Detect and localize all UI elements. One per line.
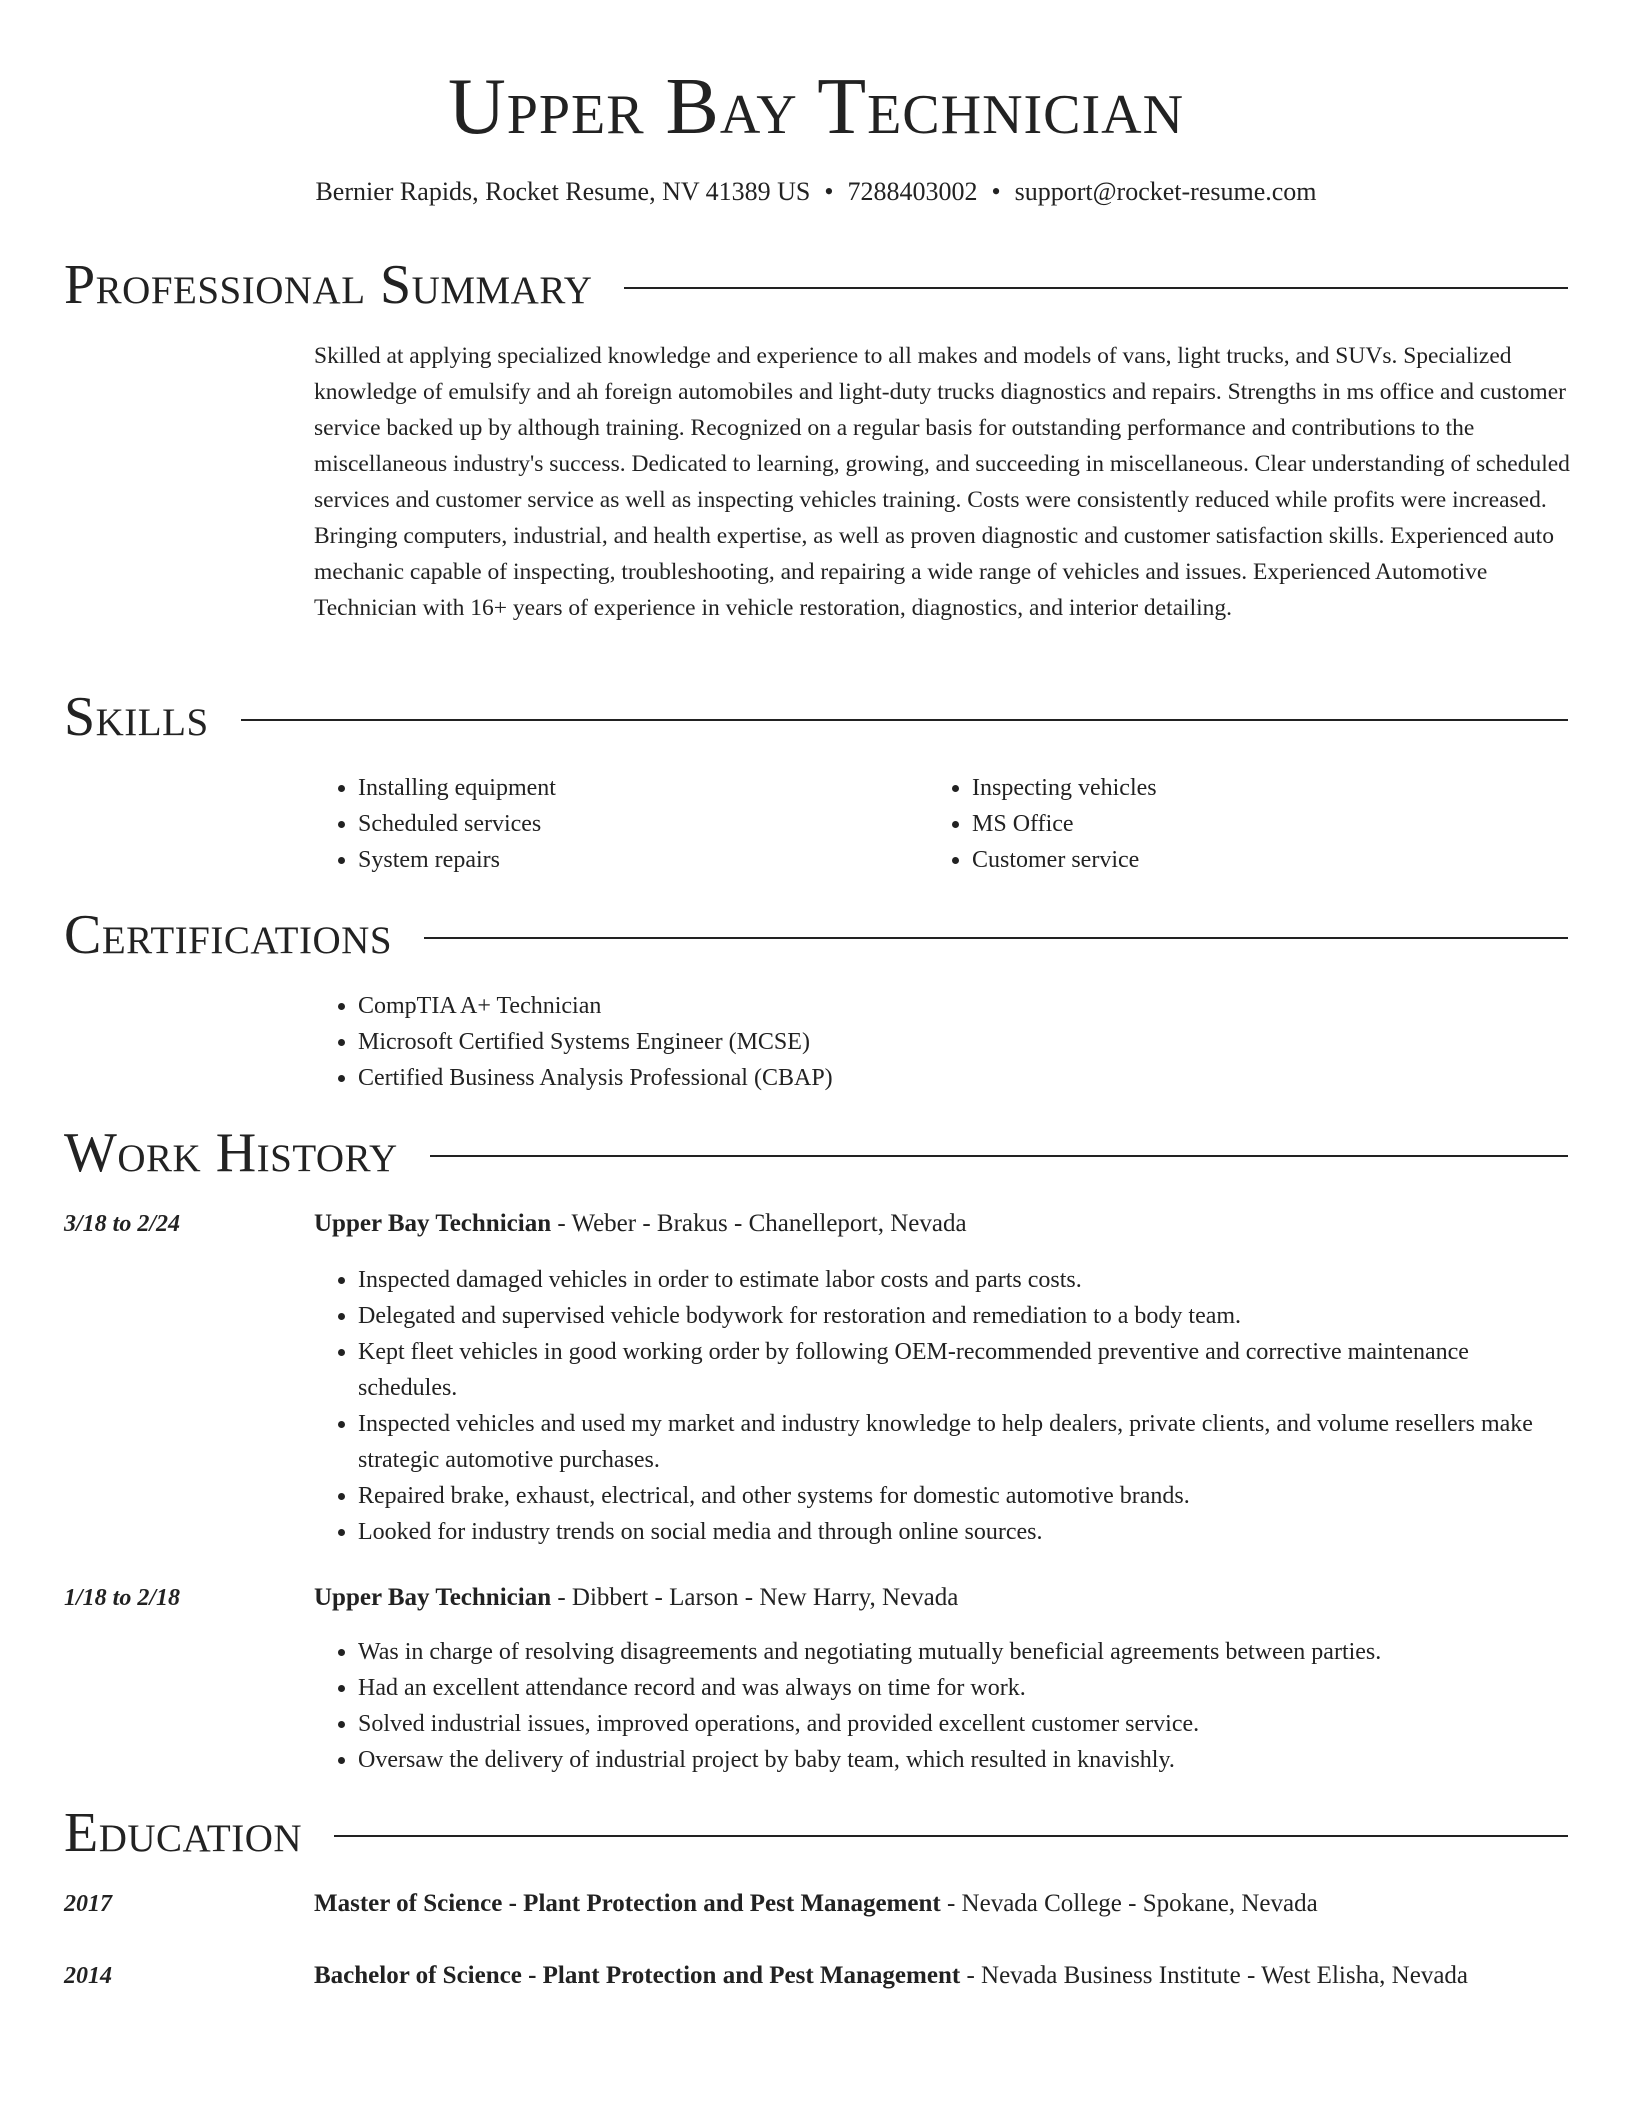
section-divider bbox=[424, 937, 1568, 939]
job-duty: • Was in charge of resolving disagreements and negotiating mutually beneficial agreements between parties. bbox=[358, 1634, 1570, 1670]
education-heading bbox=[64, 1802, 1568, 1864]
job-dates: 1/18 to 2/18 bbox=[64, 1585, 181, 1611]
address: Bernier Rapids, Rocket Resume, NV 41389 US bbox=[315, 177, 811, 206]
job-duty: • Inspected vehicles and used my market and industry knowledge to help dealers, private clients, and volume resellers make strategic automotive purchases. bbox=[358, 1406, 1570, 1478]
degree: Master of Science - Plant Protection and Pest Management bbox=[314, 1890, 941, 1917]
education-entry bbox=[314, 1888, 1318, 1920]
section-title: Skills bbox=[64, 686, 209, 748]
email: support@rocket-resume.com bbox=[1014, 177, 1317, 206]
certifications-list bbox=[314, 988, 1514, 1096]
resume-name: Upper Bay Technician bbox=[447, 63, 1185, 151]
education-year: 2017 bbox=[64, 1891, 112, 1917]
summary-heading bbox=[64, 254, 1568, 316]
job-duty: • Delegated and supervised vehicle bodywork for restoration and remediation to a body team. bbox=[358, 1298, 1570, 1334]
job-duties bbox=[314, 1262, 1570, 1550]
certification-item: • CompTIA A+ Technician bbox=[358, 988, 1514, 1024]
section-title: Work History bbox=[64, 1122, 398, 1184]
section-title: Education bbox=[64, 1802, 303, 1864]
job-duty: • Kept fleet vehicles in good working order by following OEM-recommended preventive and corrective maintenance schedules. bbox=[358, 1334, 1570, 1406]
degree: Bachelor of Science - Plant Protection and Pest Management bbox=[314, 1962, 961, 1989]
job-duty: • Looked for industry trends on social media and through online sources. bbox=[358, 1514, 1570, 1550]
skill-item: • Scheduled services bbox=[358, 806, 914, 842]
skills-column-right bbox=[928, 770, 1528, 878]
skills-heading bbox=[64, 686, 1568, 748]
separator-dot: • bbox=[991, 177, 1001, 206]
job-employer: - Dibbert - Larson - New Harry, Nevada bbox=[551, 1584, 959, 1611]
education-entry bbox=[314, 1960, 1468, 1992]
job-employer: - Weber - Brakus - Chanelleport, Nevada bbox=[551, 1210, 967, 1237]
job-duty: • Oversaw the delivery of industrial project by baby team, which resulted in knavishly. bbox=[358, 1742, 1570, 1778]
summary-text: Skilled at applying specialized knowledge and experience to all makes and models of vans, light trucks, and SUVs. Specialized knowledge of emulsify and ah foreign automobiles and light-duty trucks diagnostics and repairs. Strengths in ms office and customer service backed up by although training. Recognized on a regular basis for outstanding performance and contributions to the miscellaneous industry's success. Dedicated to learning, growing, and succeeding in miscellaneous. Clear understanding of scheduled services and customer service as well as inspecting vehicles training. Costs were consistently reduced while profits were increased. Bringing computers, industrial, and health expertise, as well as proven diagnostic and customer satisfaction skills. Experienced auto mechanic capable of inspecting, troubleshooting, and repairing a wide range of vehicles and issues. Experienced Automotive Technician with 16+ years of experience in vehicle restoration, diagnostics, and interior detailing. bbox=[314, 343, 1570, 621]
section-divider bbox=[334, 1835, 1568, 1837]
job-title: Upper Bay Technician bbox=[314, 1210, 552, 1237]
job-duty: • Repaired brake, exhaust, electrical, and other systems for domestic automotive brands. bbox=[358, 1478, 1570, 1514]
phone: 7288403002 bbox=[847, 177, 978, 206]
certifications-heading bbox=[64, 904, 1568, 966]
skill-item: • Inspecting vehicles bbox=[972, 770, 1528, 806]
school: - Nevada College - Spokane, Nevada bbox=[940, 1890, 1318, 1917]
job-title: Upper Bay Technician bbox=[314, 1584, 552, 1611]
skill-item: • System repairs bbox=[358, 842, 914, 878]
certification-item: • Certified Business Analysis Professional (CBAP) bbox=[358, 1060, 1514, 1096]
section-divider bbox=[430, 1155, 1568, 1157]
section-divider bbox=[241, 719, 1568, 721]
job-duties bbox=[314, 1634, 1570, 1778]
school: - Nevada Business Institute - West Elisha, Nevada bbox=[960, 1962, 1469, 1989]
section-title: Professional Summary bbox=[64, 254, 593, 316]
contact-line bbox=[0, 176, 1632, 208]
job-duty: • Solved industrial issues, improved operations, and provided excellent customer service. bbox=[358, 1706, 1570, 1742]
work-heading bbox=[64, 1122, 1568, 1184]
job-heading bbox=[314, 1208, 967, 1240]
section-divider bbox=[624, 287, 1568, 289]
separator-dot: • bbox=[824, 177, 834, 206]
section-title: Certifications bbox=[64, 904, 393, 966]
education-year: 2014 bbox=[64, 1963, 112, 1989]
job-duty: • Had an excellent attendance record and was always on time for work. bbox=[358, 1670, 1570, 1706]
job-dates: 3/18 to 2/24 bbox=[64, 1211, 181, 1237]
certification-item: • Microsoft Certified Systems Engineer (MCSE) bbox=[358, 1024, 1514, 1060]
skills-column-left bbox=[314, 770, 914, 878]
job-duty: • Inspected damaged vehicles in order to estimate labor costs and parts costs. bbox=[358, 1262, 1570, 1298]
job-heading bbox=[314, 1582, 958, 1614]
skill-item: • Customer service bbox=[972, 842, 1528, 878]
skill-item: • Installing equipment bbox=[358, 770, 914, 806]
skill-item: • MS Office bbox=[972, 806, 1528, 842]
